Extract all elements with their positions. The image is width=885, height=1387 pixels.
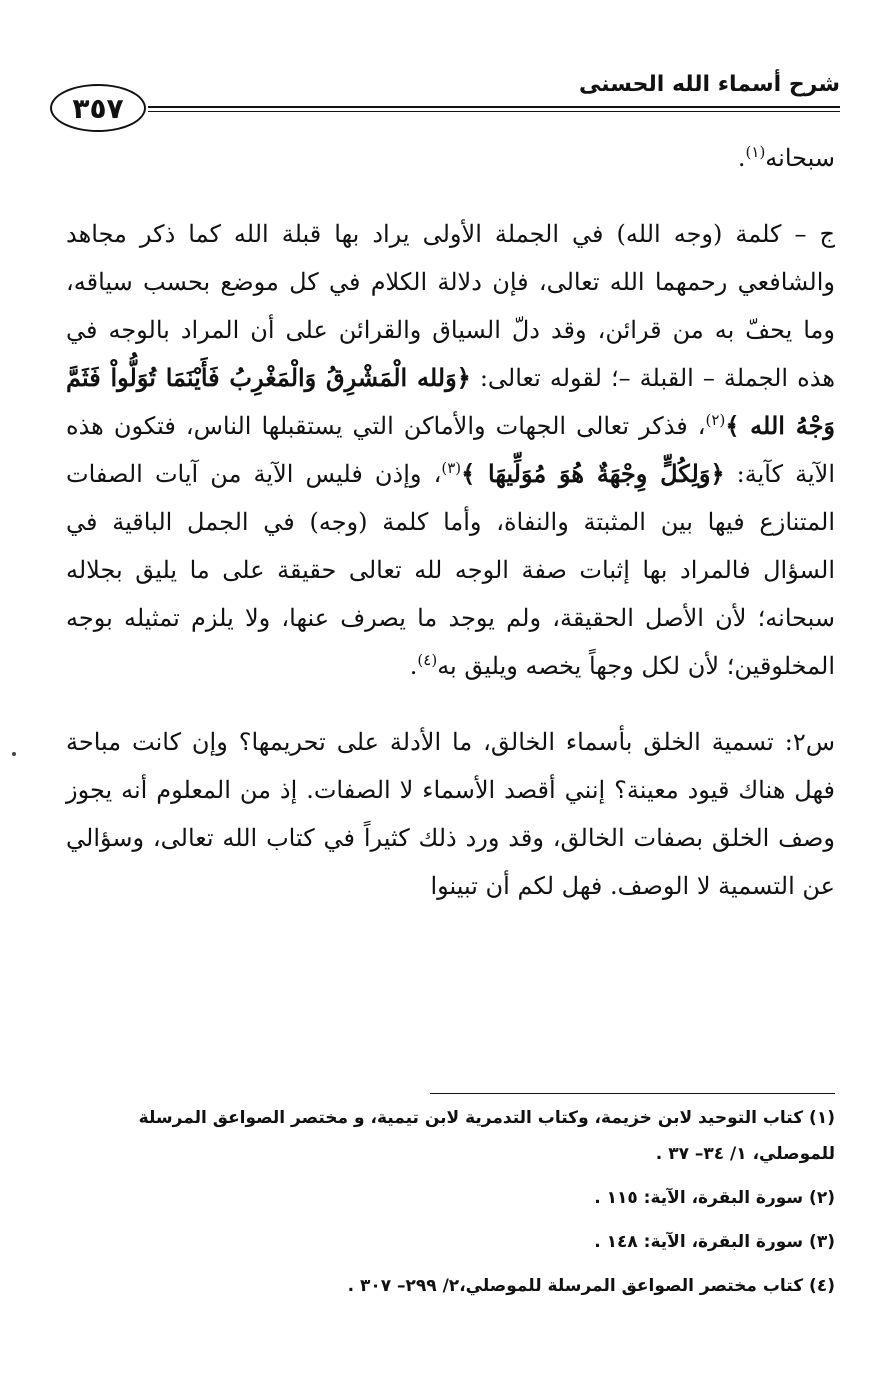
body-text bbox=[66, 134, 835, 910]
paragraph-end: . bbox=[737, 144, 746, 172]
paragraph-question: س٢: تسمية الخلق بأسماء الخالق، ما الأدلة على تحريمها؟ وإن كانت مباحة فهل هناك قيود معينة؟ إنني أقصد الأسماء لا الصفات. إذ من المعلوم أنه يجوز وصف الخلق بصفات الخالق، وقد ورد ذلك كثيراً في كتاب الله تعالى، وسؤالي عن التسمية لا الوصف. فهل لكم أن تبينوا bbox=[66, 728, 835, 900]
footnotes bbox=[56, 1100, 835, 1312]
footnote-ref: (١) bbox=[745, 143, 766, 161]
header-title: شرح أسماء الله الحسنى bbox=[579, 72, 840, 97]
paragraph-end: . bbox=[409, 652, 418, 680]
paragraph-gap bbox=[66, 182, 835, 210]
paragraph-gap bbox=[66, 690, 835, 718]
paragraph-text: سبحانه bbox=[765, 144, 835, 172]
footnote-rule bbox=[430, 1093, 835, 1094]
paragraph-text: ، وإذن فليس الآية من آيات الصفات المتنازع فيها بين المثبتة والنفاة، وأما كلمة (وجه) في الجمل الباقية في السؤال فالمراد بها إثبات صفة الوجه لله تعالى حقيقة على ما يليق بجلاله سبحانه؛ لأن الأصل الحقيقة، ولم يوجد ما يصرف عنها، ولا يلزم تمثيله بوجه المخلوقين؛ لأن لكل وجهاً يخصه ويليق به bbox=[66, 460, 835, 680]
footnote: (١) كتاب التوحيد لابن خزيمة، وكتاب التدمرية لابن تيمية، و مختصر الصواعق المرسلة للموصلي، ١/ ٣٤– ٣٧ . bbox=[138, 1108, 835, 1164]
scan-speck bbox=[12, 752, 16, 756]
paragraph-continuation bbox=[66, 134, 835, 182]
footnote-ref: (٢) bbox=[705, 411, 726, 429]
footnote-ref: (٤) bbox=[417, 651, 438, 669]
footnote-ref: (٣) bbox=[441, 459, 462, 477]
footnote: (٤) كتاب مختصر الصواعق المرسلة للموصلي،٢/ ٢٩٩– ٣٠٧ . bbox=[347, 1276, 835, 1296]
paragraph-answer bbox=[66, 210, 835, 690]
paragraph-text: ج – كلمة (وجه الله) في الجملة الأولى يراد بها قبلة الله كما ذكر مجاهد والشافعي رحمهما الله تعالى، فإن دلالة الكلام في كل موضع بحسب سياقه، وما يحفّ به من قرائن، وقد دلّ السياق والقرائن على أن المراد بالوجه في هذه الجملة – القبلة –؛ لقوله تعالى: bbox=[66, 220, 836, 392]
quran-verse: ﴿وَلِكُلٍّ وِجْهَةٌ هُوَ مُوَلِّيهَا ﴾ bbox=[461, 459, 725, 488]
footnote: (٣) سورة البقرة، الآية: ١٤٨ . bbox=[594, 1232, 835, 1252]
header-rule bbox=[148, 106, 840, 112]
paragraph-text: ، فذكر تعالى الجهات والأماكن التي يستقبلها الناس، فتكون هذه الآية كآية: bbox=[66, 412, 836, 488]
page-number: ٣٥٧ bbox=[50, 84, 146, 132]
quran-verse: ﴿وَلله الْمَشْرِقُ وَالْمَغْرِبُ فَأَيْنَمَا تُوَلُّواْ فَثَمَّ وَجْهُ الله ﴾ bbox=[66, 363, 835, 440]
footnote: (٢) سورة البقرة، الآية: ١١٥ . bbox=[594, 1188, 835, 1208]
